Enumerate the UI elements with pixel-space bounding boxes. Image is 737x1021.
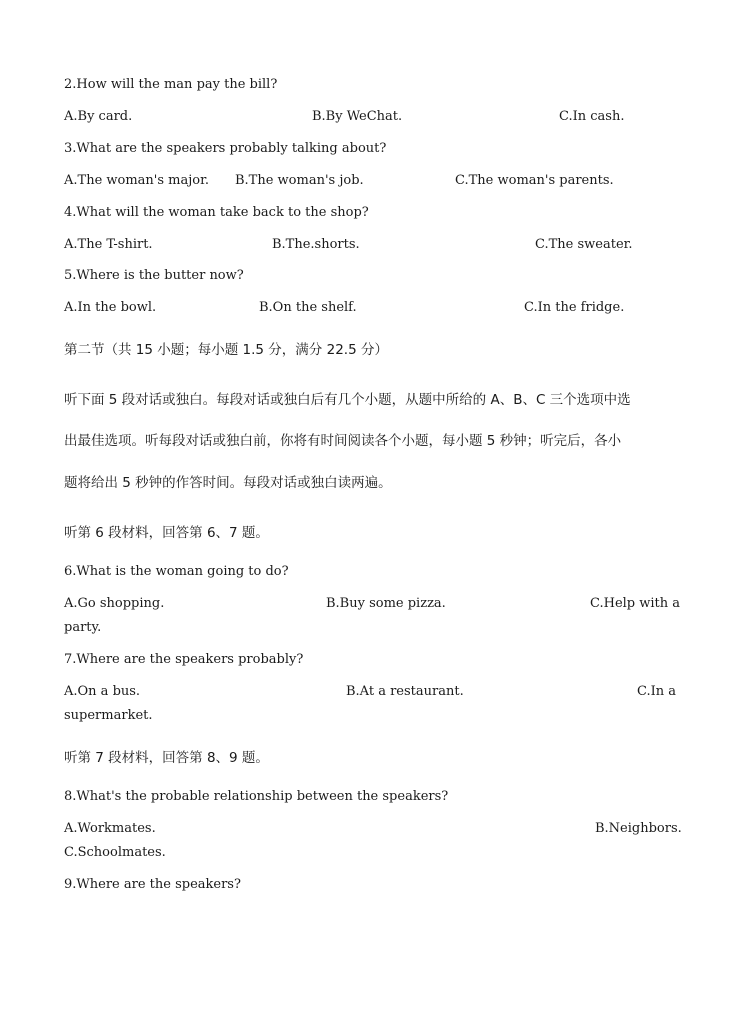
question-6-option-b: B.Buy some pizza.: [326, 596, 446, 611]
instructions-line-1: 听下面 5 段对话或独白。每段对话或独白后有几个小题，从题中所给的 A、B、C 三个选项中选: [64, 392, 631, 408]
question-3-option-b: B.The woman's job.: [235, 173, 364, 188]
question-7-option-a: A.On a bus.: [64, 684, 141, 699]
section-heading: 第二节（共 15 小题；每小题 1.5 分，满分 22.5 分）: [64, 342, 388, 358]
question-3-option-a: A.The woman's major.: [64, 173, 210, 188]
question-7-option-c-continued: supermarket.: [64, 708, 153, 723]
question-9-stem: 9.Where are the speakers?: [64, 877, 241, 892]
question-4-stem: 4.What will the woman take back to the shop?: [64, 205, 369, 220]
question-7-option-c: C.In a: [637, 684, 677, 699]
question-5-option-a: A.In the bowl.: [64, 300, 157, 315]
passage-6-heading: 听第 6 段材料，回答第 6、7 题。: [64, 525, 269, 541]
instructions-line-3: 题将给出 5 秒钟的作答时间。每段对话或独白读两遍。: [64, 475, 392, 491]
question-3-stem: 3.What are the speakers probably talking about?: [64, 141, 387, 156]
question-7-stem: 7.Where are the speakers probably?: [64, 652, 304, 667]
question-8-stem: 8.What's the probable relationship between the speakers?: [64, 789, 449, 804]
question-5-option-c: C.In the fridge.: [524, 300, 625, 315]
question-5-stem: 5.Where is the butter now?: [64, 268, 244, 283]
question-8-option-c: C.Schoolmates.: [64, 845, 166, 860]
question-2-option-a: A.By card.: [64, 109, 133, 124]
question-6-option-a: A.Go shopping.: [64, 596, 165, 611]
question-6-stem: 6.What is the woman going to do?: [64, 564, 289, 579]
question-4-option-b: B.The.shorts.: [272, 237, 360, 252]
question-6-option-c: C.Help with a: [590, 596, 681, 611]
question-7-option-b: B.At a restaurant.: [346, 684, 464, 699]
instructions-line-2: 出最佳选项。听每段对话或独白前，你将有时间阅读各个小题，每小题 5 秒钟；听完后，各小: [64, 433, 622, 449]
question-3-option-c: C.The woman's parents.: [455, 173, 614, 188]
question-2-option-c: C.In cash.: [559, 109, 625, 124]
question-2-stem: 2.How will the man pay the bill?: [64, 77, 278, 92]
question-8-option-b: B.Neighbors.: [595, 821, 682, 836]
passage-7-heading: 听第 7 段材料，回答第 8、9 题。: [64, 750, 269, 766]
question-6-option-c-continued: party.: [64, 620, 102, 635]
question-2-option-b: B.By WeChat.: [312, 109, 403, 124]
question-5-option-b: B.On the shelf.: [259, 300, 357, 315]
question-4-option-c: C.The sweater.: [535, 237, 633, 252]
question-8-option-a: A.Workmates.: [64, 821, 156, 836]
question-4-option-a: A.The T-shirt.: [64, 237, 153, 252]
